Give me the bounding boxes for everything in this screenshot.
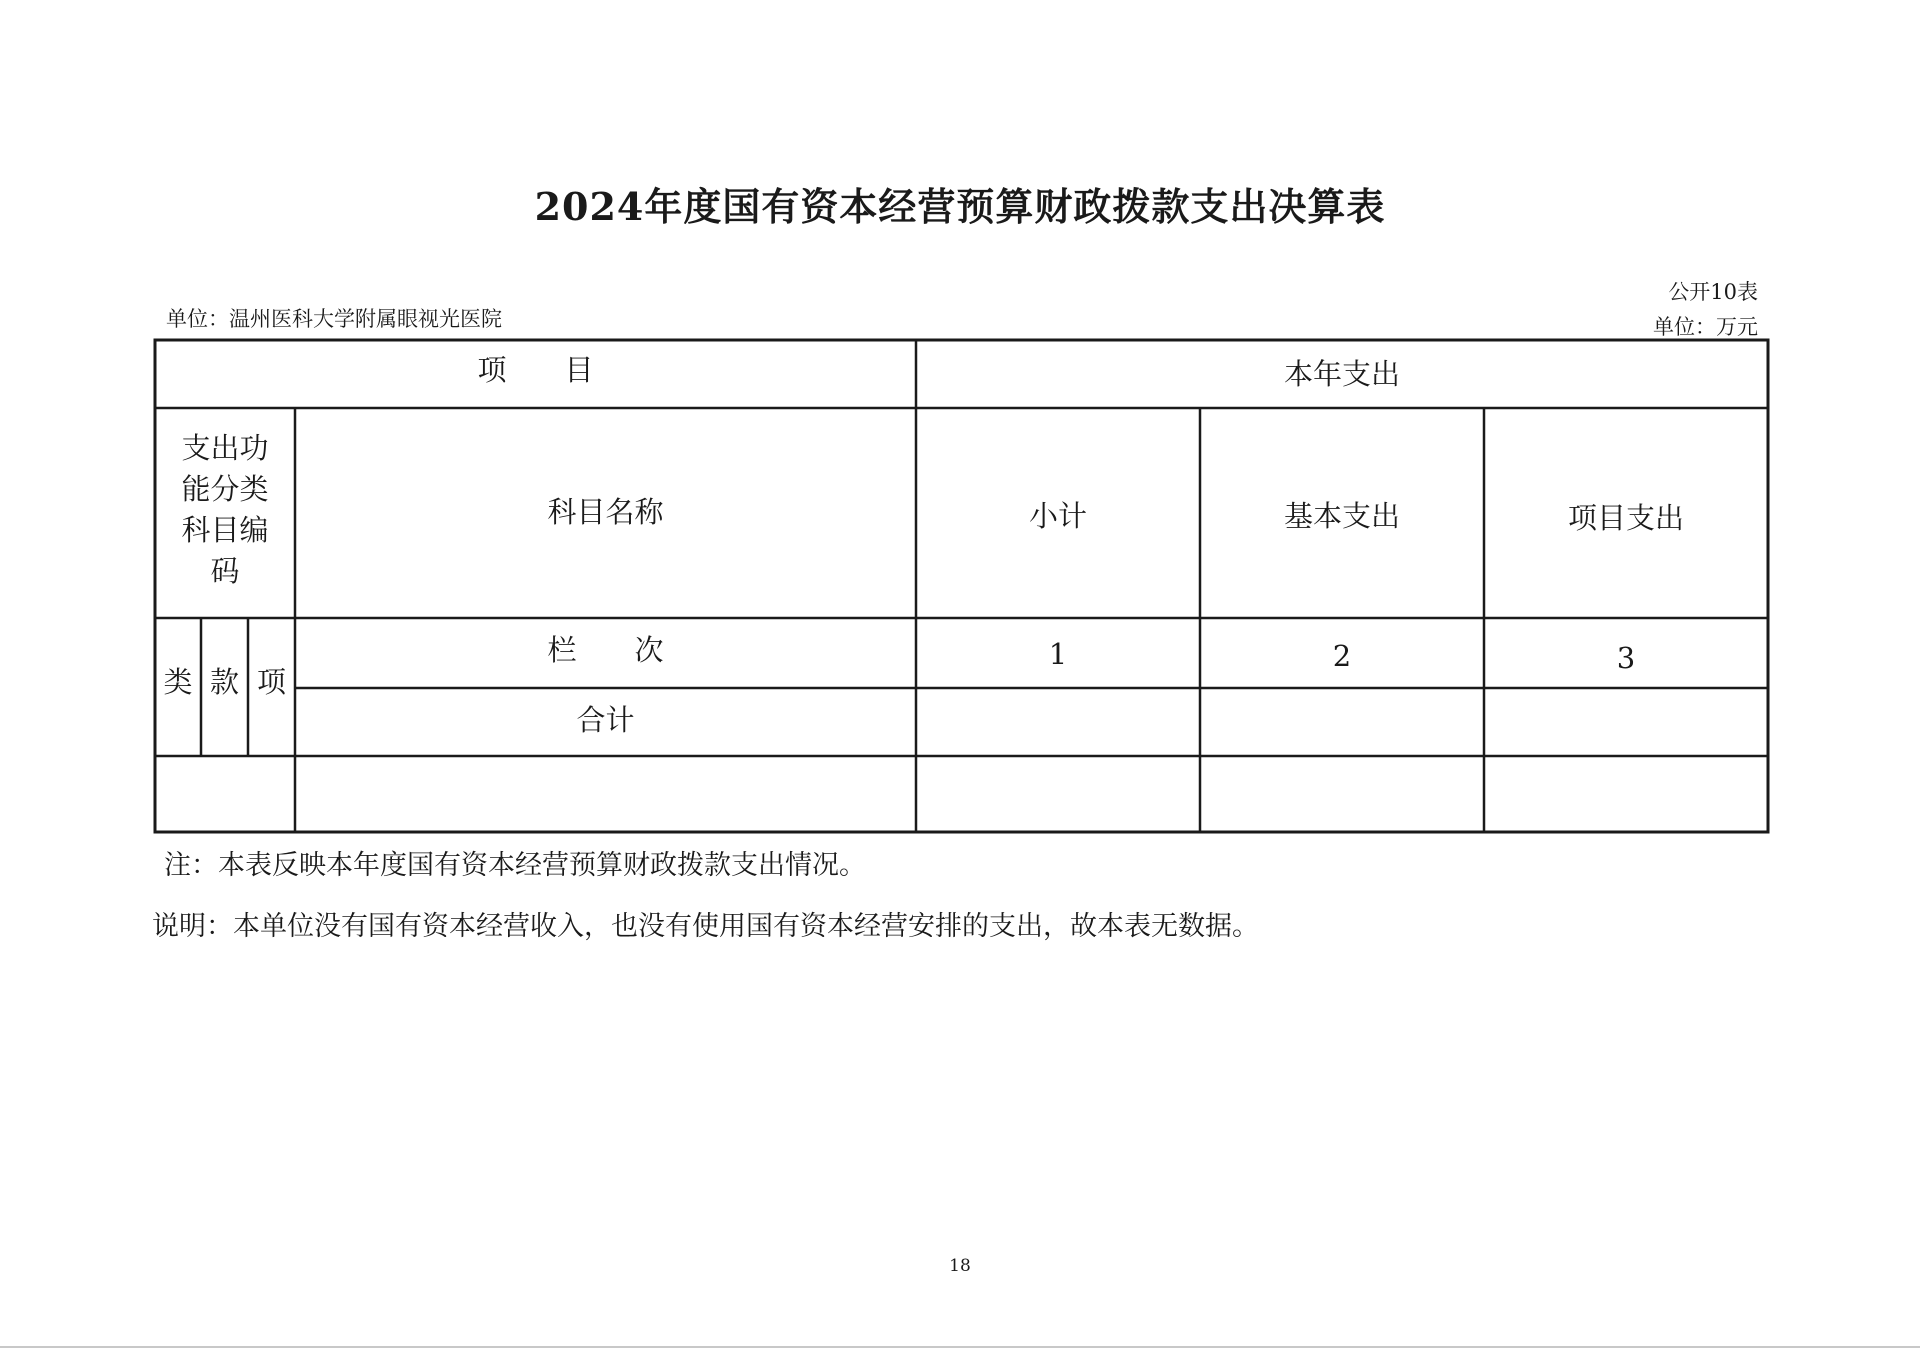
currency-unit: 单位：万元: [1653, 315, 1758, 339]
header-item: 项 目: [477, 353, 594, 387]
form-number: 公开10表: [1668, 280, 1758, 304]
header-current-year: 本年支出: [1283, 357, 1400, 391]
total-row-label: 合计: [576, 703, 635, 737]
code-item-header: 项: [256, 665, 286, 699]
column-index-2: 2: [1332, 639, 1352, 673]
column-index-3: 3: [1616, 641, 1636, 675]
table-border: [155, 340, 1768, 832]
code-class-header: 类: [163, 665, 193, 699]
table-explanation: 说明：本单位没有国有资本经营收入，也没有使用国有资本经营安排的支出，故本表无数据。: [152, 911, 1259, 942]
page-title: 2024年度国有资本经营预算财政拨款支出决算表: [534, 184, 1386, 229]
bottom-divider: [0, 1346, 1920, 1348]
subtotal-header: 小计: [1028, 499, 1087, 533]
page-number: 18: [949, 1256, 971, 1276]
basic-expense-header: 基本支出: [1283, 499, 1400, 533]
column-index-1: 1: [1048, 637, 1068, 671]
reporting-unit: 单位：温州医科大学附属眼视光医院: [166, 307, 502, 331]
table-note: 注：本表反映本年度国有资本经营预算财政拨款支出情况。: [164, 850, 866, 881]
code-column-header: 支出功能分类科目编码: [181, 431, 269, 588]
column-index-label: 栏 次: [547, 633, 664, 667]
project-expense-header: 项目支出: [1567, 501, 1684, 535]
name-column-header: 科目名称: [547, 495, 664, 529]
code-section-header: 款: [209, 665, 239, 699]
